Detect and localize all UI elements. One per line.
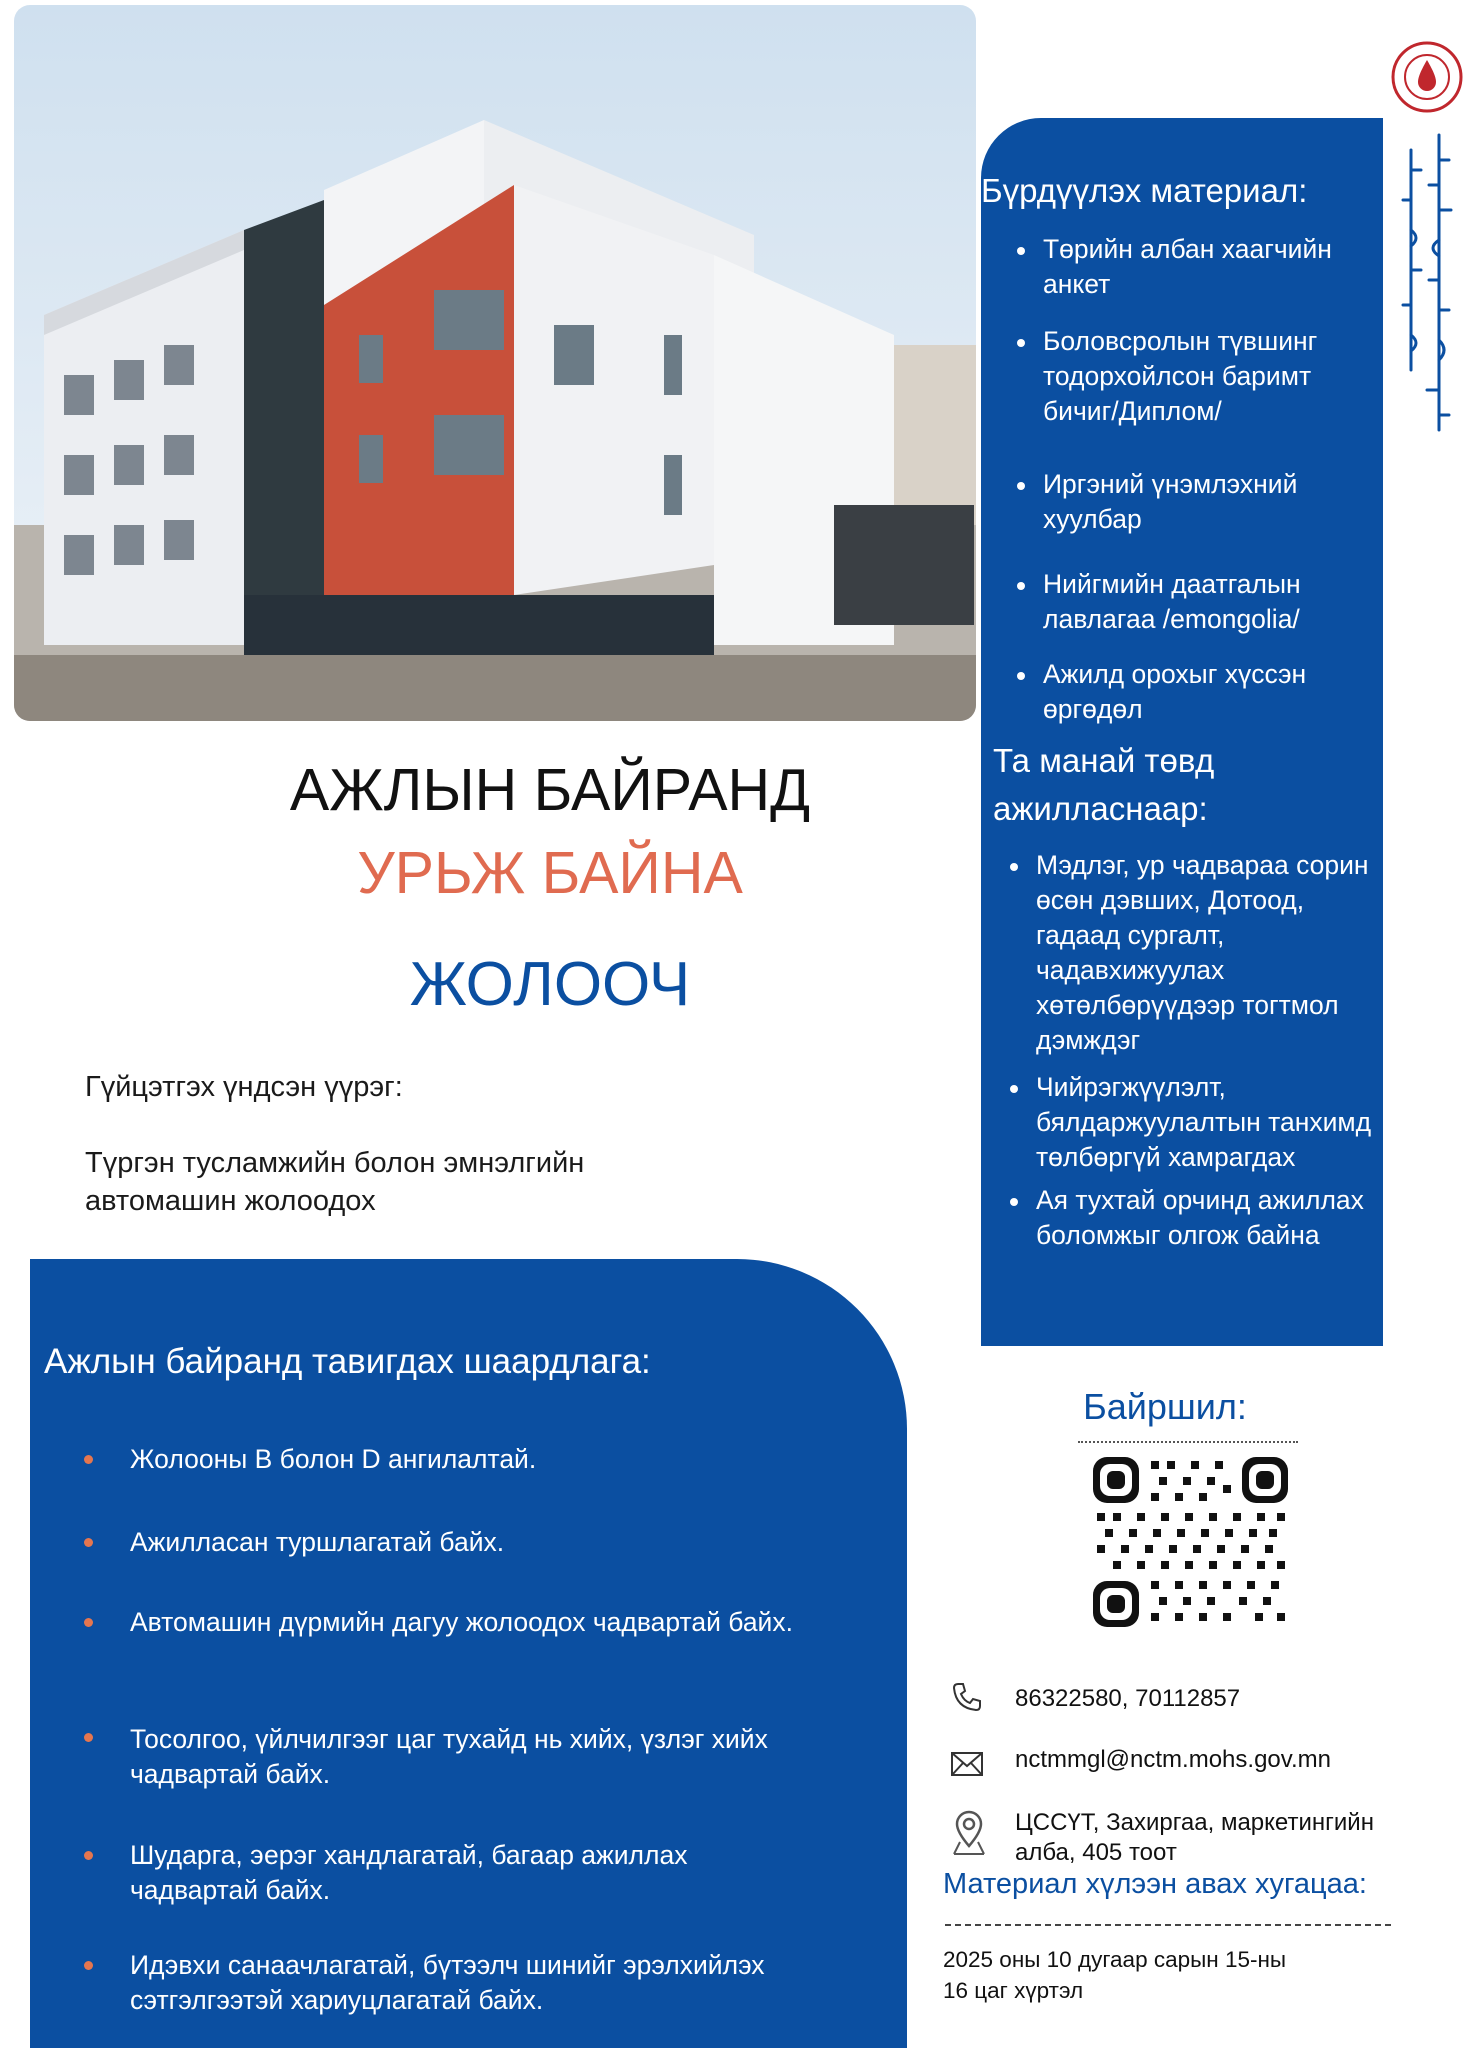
location-pin-icon — [950, 1808, 988, 1856]
list-item: Мэдлэг, ур чадвараа сорин өсөн дэвших, Дотоод, гадаад сургалт, чадавхижуулах хөтөлбөрүүдээр тогтмол дэмждэг — [974, 848, 1384, 1058]
organization-logo-icon — [1390, 40, 1464, 114]
bullet-icon — [84, 1455, 93, 1464]
bullet-icon — [84, 1851, 93, 1860]
email-address: nctmmgl@nctm.mohs.gov.mn — [1015, 1746, 1331, 1773]
deadline-line1: 2025 оны 10 дугаар сарын 15-ны — [943, 1947, 1287, 1972]
deadline-title: Материал хүлээн авах хугацаа: — [943, 1868, 1367, 1900]
materials-list — [981, 232, 1381, 749]
list-item: Нийгмийн даатгалын лавлагаа /emongolia/ — [981, 567, 1381, 637]
list-item: Автомашин дүрмийн дагуу жолоодох чадвартай байх. — [130, 1607, 793, 1637]
list-item: Тосолгоо, үйлчилгээг цаг тухайд нь хийх, үзлэг хийх чадвартай байх. — [130, 1724, 768, 1789]
headline-line1: АЖЛЫН БАЙРАНД — [289, 757, 811, 823]
list-item: Чийрэгжүүлэлт, бялдаржуулалтын танхимд төлбөргүй хамрагдах — [974, 1070, 1384, 1175]
bullet-icon — [84, 1961, 93, 1970]
list-item: Иргэний үнэмлэхний хуулбар — [981, 467, 1381, 537]
position-title: ЖОЛООЧ — [409, 950, 691, 1019]
divider — [1078, 1441, 1298, 1443]
headline-line2: УРЬЖ БАЙНА — [357, 840, 743, 906]
deadline-text — [943, 1944, 1393, 2006]
duty-line2: автомашин жолоодох — [85, 1185, 376, 1217]
benefits-list — [974, 848, 1384, 1275]
list-item: Шударга, эерэг хандлагатай, багаар ажиллах чадвартай байх. — [130, 1840, 688, 1905]
list-item: Ажилласан туршлагатай байх. — [130, 1527, 505, 1557]
materials-title: Бүрдүүлэх материал: — [981, 172, 1308, 209]
phone-icon — [950, 1680, 984, 1714]
duty-label: Гүйцэтгэх үндсэн үүрэг: — [85, 1071, 403, 1103]
benefits-title-line2: ажилласнаар: — [993, 790, 1208, 827]
address-line2: алба, 405 тоот — [1015, 1839, 1177, 1866]
requirements-title: Ажлын байранд тавигдах шаардлага: — [44, 1342, 651, 1381]
list-item: Ая тухтай орчинд ажиллах боломжыг олгож байна — [974, 1183, 1384, 1253]
location-title: Байршил: — [1083, 1386, 1247, 1427]
bullet-icon — [84, 1733, 93, 1742]
building-photo — [14, 5, 976, 721]
bullet-icon — [84, 1618, 93, 1627]
phone-number: 86322580, 70112857 — [1015, 1685, 1241, 1712]
address-line1: ЦССҮТ, Захиргаа, маркетингийн — [1015, 1809, 1374, 1836]
divider — [945, 1924, 1391, 1926]
list-item: Төрийн албан хаагчийн анкет — [981, 232, 1381, 302]
list-item: Жолооны B болон D ангилалтай. — [130, 1444, 537, 1474]
duty-line1: Түргэн тусламжийн болон эмнэлгийн — [85, 1147, 585, 1179]
list-item: Ажилд орохыг хүссэн өргөдөл — [981, 657, 1381, 727]
deadline-line2: 16 цаг хүртэл — [943, 1978, 1084, 2003]
list-item: Идэвхи санаачлагатай, бүтээлч шинийг эрэлхийлэх сэтгэлгээтэй хариуцлагатай байх. — [130, 1950, 765, 2015]
bullet-icon — [84, 1538, 93, 1547]
list-item: Боловсролын түвшинг тодорхойлсон баримт бичиг/Диплом/ — [981, 324, 1381, 429]
qr-code-icon[interactable] — [1093, 1457, 1288, 1627]
email-icon — [950, 1750, 984, 1778]
benefits-title-line1: Та манай төвд — [993, 742, 1215, 779]
mongolian-script-logo — [1395, 130, 1457, 440]
